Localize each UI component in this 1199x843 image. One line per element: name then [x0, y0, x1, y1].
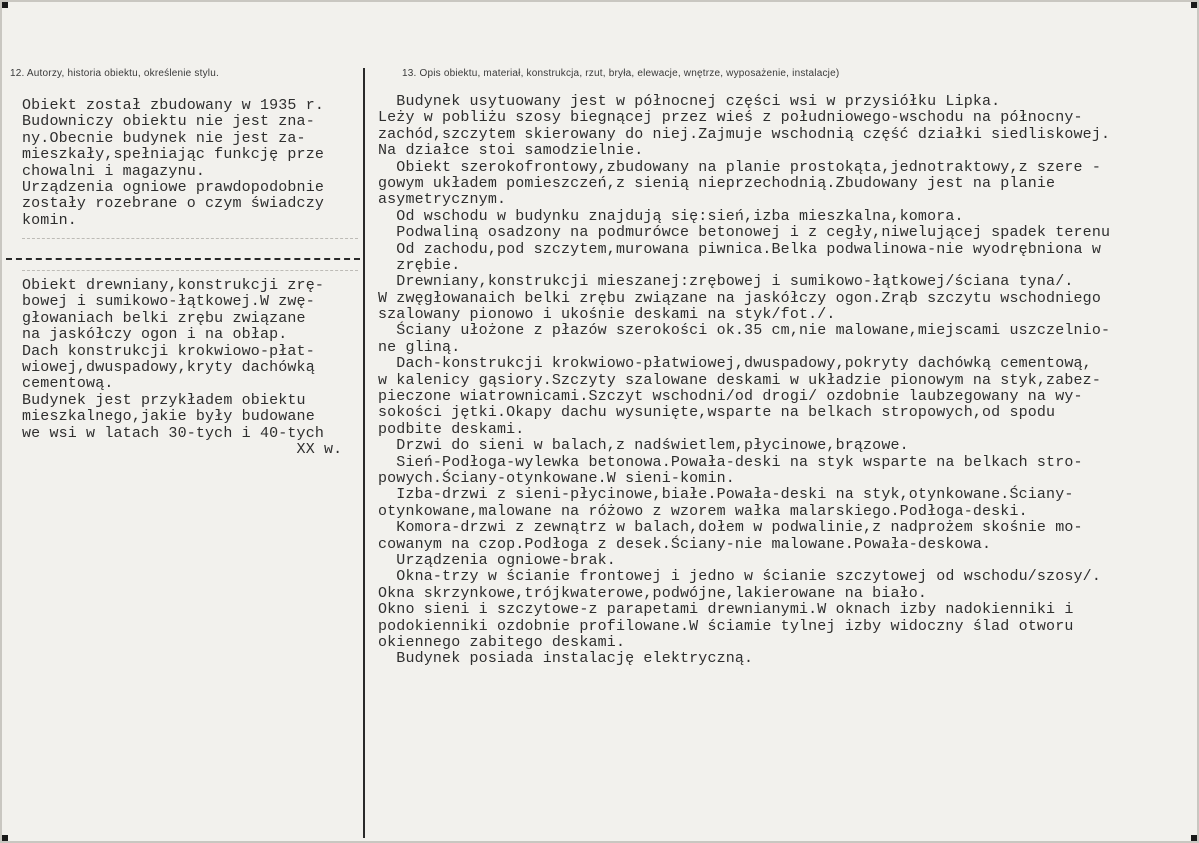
text-line: mieszkały,spełniając funkcję prze — [22, 146, 324, 164]
text-line: gowym układem pomieszczeń,z sienią nieprzechodnią.Zbudowany jest na planie — [378, 174, 1056, 192]
text-line: podokienniki ozdobnie profilowane.W ściamie tylnej izby widoczny ślad otworu — [378, 617, 1074, 635]
text-line: we wsi w latach 30-tych i 40-tych — [22, 424, 324, 442]
section-12-header: 12. Autorzy, historia obiektu, określenie stylu. — [10, 68, 219, 79]
text-line: cementową. — [22, 375, 114, 393]
text-line: ny.Obecnie budynek nie jest za- — [22, 129, 306, 147]
text-line: Obiekt został zbudowany w 1935 r. — [22, 97, 324, 114]
text-line: pieczone wiatrownicami.Szczyt wschodni/od drogi/ ozdobnie laubzegowany na wy- — [378, 388, 1083, 406]
text-line: ne gliną. — [378, 338, 461, 356]
text-line: Okna-trzy w ścianie frontowej i jedno w ścianie szczytowej od wschodu/szosy/. — [378, 568, 1101, 586]
text-line: zostały rozebrane o czym świadczy — [22, 195, 324, 213]
text-line: w kalenicy gąsiory.Szczyty szalowane deskami w układzie pionowym na styk,zabez- — [378, 371, 1101, 389]
text-line: chowalni i magazynu. — [22, 162, 206, 180]
text-line: Od wschodu w budynku znajdują się:sień,izba mieszkalna,komora. — [378, 207, 964, 225]
text-line: XX w. — [22, 440, 343, 458]
faint-rule — [22, 238, 358, 239]
text-line: mieszkalnego,jakie były budowane — [22, 408, 315, 426]
text-line: otynkowane,malowane na różowo z wzorem wałka malarskiego.Podłoga-deski. — [378, 502, 1028, 520]
text-line: podbite deskami. — [378, 420, 525, 438]
corner-mark — [1191, 835, 1197, 841]
text-line: Drewniany,konstrukcji mieszanej:zrębowej i sumikowo-łątkowej/ściana tyna/. — [378, 273, 1074, 291]
text-line: Okna skrzynkowe,trójkwaterowe,podwójne,lakierowane na biało. — [378, 584, 928, 602]
text-line: powych.Ściany-otynkowane.W sieni-komin. — [378, 469, 735, 487]
text-line: zrębie. — [378, 256, 461, 274]
text-line: Dach konstrukcji krokwiowo-płat- — [22, 342, 315, 360]
text-line: W zwęgłowanaich belki zrębu związane na jaskółczy ogon.Zrąb szczytu wschodniego — [378, 289, 1101, 307]
faint-rule — [22, 270, 358, 271]
text-line: Budowniczy obiektu nie jest zna- — [22, 113, 315, 131]
column-divider — [363, 68, 365, 838]
text-line: Okno sieni i szczytowe-z parapetami drewnianymi.W oknach izby nadokienniki i — [378, 601, 1074, 619]
text-line: komin. — [22, 211, 77, 229]
text-line: Na działce stoi samodzielnie. — [378, 142, 644, 160]
text-line: Urządzenia ogniowe-brak. — [378, 551, 616, 569]
text-line: asymetrycznym. — [378, 191, 507, 209]
text-line: sokości jętki.Okapy dachu wysunięte,wsparte na belkach stropowych,od spodu — [378, 404, 1056, 422]
text-line: Budynek usytuowany jest w północnej części wsi w przysiółku Lipka. — [378, 93, 1001, 110]
text-line: Budynek posiada instalację elektryczną. — [378, 650, 754, 668]
text-line: Budynek jest przykładem obiektu — [22, 391, 306, 409]
text-line: Izba-drzwi z sieni-płycinowe,białe.Powała-deski na styk,otynkowane.Ściany- — [378, 486, 1074, 504]
text-line: Od zachodu,pod szczytem,murowana piwnica.Belka podwalinowa-nie wyodrębniona w — [378, 240, 1101, 258]
text-line: głowaniach belki zrębu związane — [22, 309, 306, 327]
text-line: Dach-konstrukcji krokwiowo-płatwiowej,dwuspadowy,pokryty dachówką cementową, — [378, 355, 1092, 373]
section-divider — [6, 258, 360, 260]
text-line: cowanym na czop.Podłoga z desek.Ściany-nie malowane.Powała-deskowa. — [378, 535, 992, 553]
text-line: Obiekt drewniany,konstrukcji zrę- — [22, 277, 324, 294]
description-text — [378, 94, 1110, 668]
text-line: Drzwi do sieni w balach,z nadświetlem,płycinowe,brązowe. — [378, 437, 909, 455]
text-line: Ściany ułożone z płazów szerokości ok.35 cm,nie malowane,miejscami uszczelnio- — [378, 322, 1111, 340]
text-line: okiennego zabitego deskami. — [378, 633, 626, 651]
text-line: Sień-Podłoga-wylewka betonowa.Powała-deski na styk wsparte na belkach stro- — [378, 453, 1083, 471]
corner-mark — [1191, 2, 1197, 8]
text-line: Leży w pobliżu szosy biegnącej przez wieś z południowego-wschodu na północny- — [378, 109, 1083, 127]
section-13-header: 13. Opis obiektu, materiał, konstrukcja, rzut, bryła, elewacje, wnętrze, wyposażenie, instalacje) — [402, 68, 840, 79]
text-line: na jaskółczy ogon i na obłap. — [22, 326, 288, 344]
text-line: bowej i sumikowo-łątkowej.W zwę- — [22, 293, 315, 311]
text-line: Urządzenia ogniowe prawdopodobnie — [22, 178, 324, 196]
corner-mark — [2, 2, 8, 8]
text-line: wiowej,dwuspadowy,kryty dachówką — [22, 358, 315, 376]
text-line: szalowany pionowo i ukośnie deskami na styk/fot./. — [378, 306, 836, 324]
corner-mark — [2, 835, 8, 841]
text-line: Podwaliną osadzony na podmurówce betonowej i z cegły,niwelującej spadek terenu — [378, 224, 1111, 242]
text-line: Komora-drzwi z zewnątrz w balach,dołem w podwalinie,z nadprożem skośnie mo- — [378, 519, 1083, 537]
history-text — [22, 98, 324, 229]
text-line: zachód,szczytem skierowany do niej.Zajmuje wschodnią część działki siedliskowej. — [378, 125, 1111, 143]
construction-summary-text — [22, 278, 342, 458]
text-line: Obiekt szerokofrontowy,zbudowany na planie prostokąta,jednotraktowy,z szere - — [378, 158, 1101, 176]
